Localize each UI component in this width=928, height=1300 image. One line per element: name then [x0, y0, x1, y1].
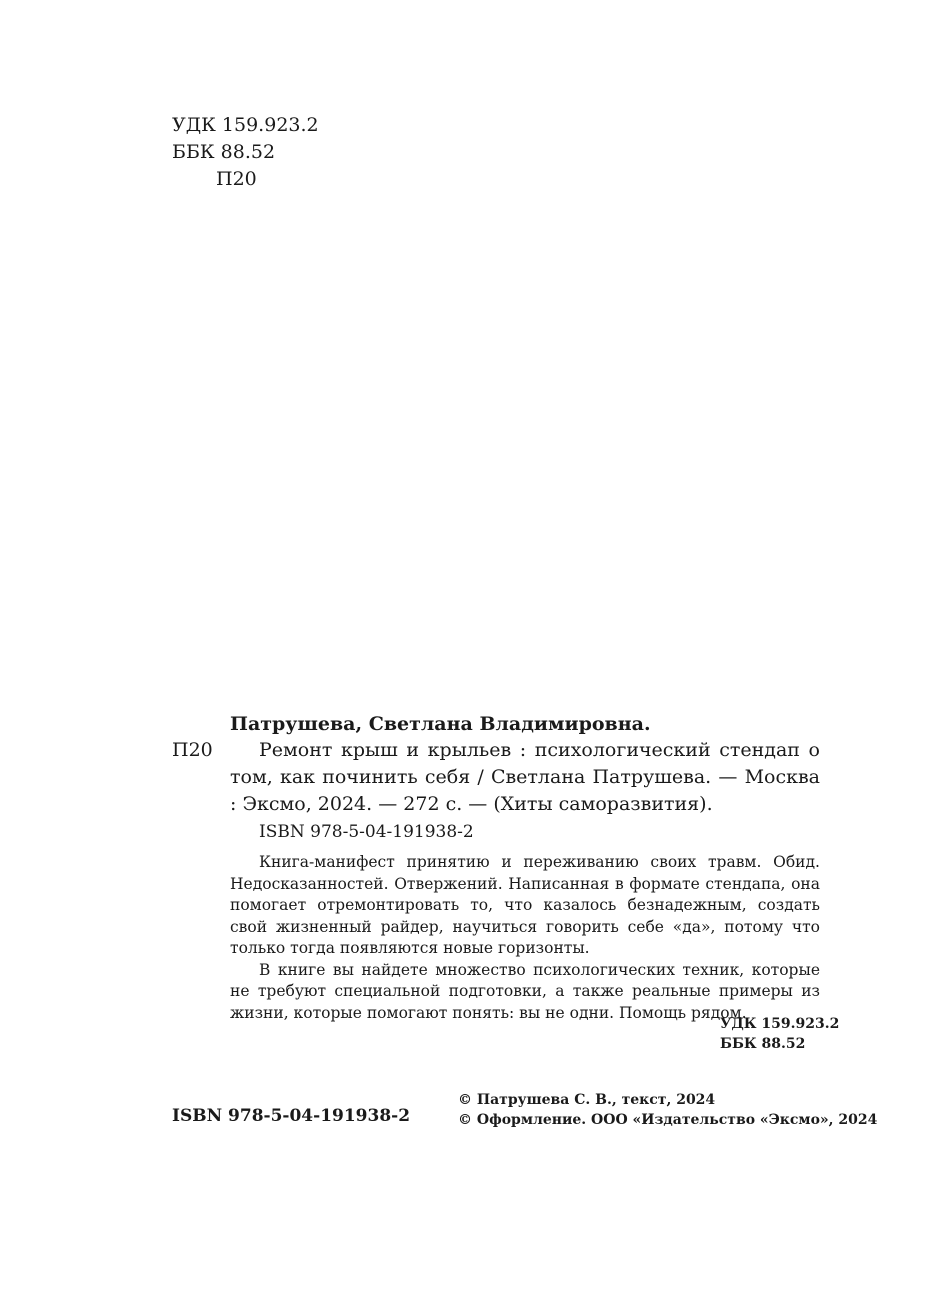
catalog-description: Ремонт крыш и крыльев : психологический стендап о том, как починить себя / Светлана Патрушева. — Москва : Эксмо, 2024. — 272 с. — (Хиты саморазвития).	[230, 739, 820, 815]
udk-code: УДК 159.923.2	[172, 114, 319, 136]
copyright-block	[458, 1090, 877, 1130]
catalog-classification	[720, 1014, 839, 1054]
annotation-paragraph: В книге вы найдете множество психологических техник, которые не требуют специальной подготовки, а также реальные примеры из жизни, которые помогают понять: вы не одни. Помощь рядом.	[230, 960, 820, 1022]
catalog-isbn: ISBN 978-5-04-191938-2	[259, 822, 474, 842]
annotation-paragraph: Книга-манифест принятию и переживанию своих травм. Обид. Недосказанностей. Отвержений. Написанная в формате стендапа, она помогает отремонтировать то, что казалось безнадежным, создать свой жизненный райдер, научиться говорить себе «да», потому что только тогда появляются новые горизонты.	[230, 853, 820, 957]
catalog-author: Патрушева, Светлана Владимировна.	[230, 713, 651, 735]
copyright-design: © Оформление. ООО «Издательство «Эксмо», 2024	[458, 1112, 878, 1128]
bbk-code: ББК 88.52	[172, 141, 276, 163]
catalog-annotation	[230, 852, 820, 1024]
footer-isbn: ISBN 978-5-04-191938-2	[172, 1106, 411, 1126]
catalog-udk: УДК 159.923.2	[720, 1016, 840, 1032]
copyright-text: © Патрушева С. В., текст, 2024	[458, 1092, 716, 1108]
classification-block	[172, 112, 319, 193]
catalog-bbk: ББК 88.52	[720, 1036, 806, 1052]
catalog-author-mark: П20	[172, 739, 213, 761]
author-mark: П20	[216, 168, 257, 190]
